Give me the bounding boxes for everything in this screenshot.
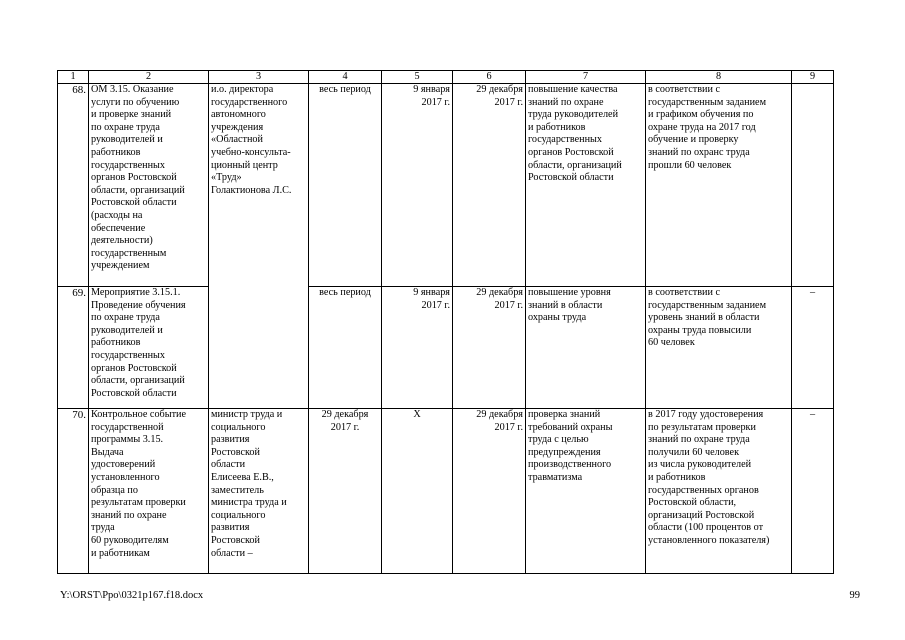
table-row xyxy=(58,287,834,409)
executor: и.о. директора государственного автономного учреждения «Областной учебно-консульта- ционный центр «Труд» Голактионова Л.С. xyxy=(209,84,309,409)
date-from: Х xyxy=(382,409,453,574)
expected-result: проверка знаний требований охраны труда с целью предупреждения производственного травматизма xyxy=(526,409,646,574)
expected-result: повышение качества знаний по охране труда руководителей и работников государственных органов Ростовской области, организаций Ростовской области xyxy=(526,84,646,287)
column-number: 8 xyxy=(646,71,792,84)
expected-result: повышение уровня знаний в области охраны труда xyxy=(526,287,646,409)
table-row xyxy=(58,409,834,574)
note: – xyxy=(792,287,834,409)
date-from: 9 января 2017 г. xyxy=(382,287,453,409)
date-from: 9 января 2017 г. xyxy=(382,84,453,287)
row-number: 68. xyxy=(58,84,89,287)
start-period: весь период xyxy=(309,287,382,409)
note: – xyxy=(792,409,834,574)
event-name: Мероприятие 3.15.1. Проведение обучения по охране труда руководителей и работников государственных органов Ростовской области, организаций Ростовской области xyxy=(89,287,209,409)
actual-result: в соответствии с государственным заданием уровень знаний в области охраны труда повысили 60 человек xyxy=(646,287,792,409)
page-number: 99 xyxy=(849,590,860,601)
date-to: 29 декабря 2017 г. xyxy=(453,409,526,574)
column-number: 2 xyxy=(89,71,209,84)
column-number: 6 xyxy=(453,71,526,84)
date-to: 29 декабря 2017 г. xyxy=(453,287,526,409)
column-number: 1 xyxy=(58,71,89,84)
column-number: 7 xyxy=(526,71,646,84)
column-number: 4 xyxy=(309,71,382,84)
actual-result: в 2017 году удостоверения по результатам проверки знаний по охране труда получили 60 человек из числа руководителей и работников государственных органов Ростовской области, организаций Ростовской области (100 процентов от установленного показателя) xyxy=(646,409,792,574)
note xyxy=(792,84,834,287)
date-to: 29 декабря 2017 г. xyxy=(453,84,526,287)
executor: министр труда и социального развития Ростовской области Елисеева Е.В., заместитель министра труда и социального развития Ростовской области – xyxy=(209,409,309,574)
report-table xyxy=(57,70,834,574)
row-number: 70. xyxy=(58,409,89,574)
event-name: Контрольное событие государственной программы 3.15. Выдача удостоверений установленного образца по результатам проверки знаний по охране труда 60 руководителям и работникам xyxy=(89,409,209,574)
start-period: 29 декабря 2017 г. xyxy=(309,409,382,574)
column-number-row xyxy=(58,71,834,84)
actual-result: в соответствии с государственным заданием и графиком обучения по охране труда на 2017 год обучение и проверку знаний по охранс труда прошли 60 человек xyxy=(646,84,792,287)
start-period: весь период xyxy=(309,84,382,287)
file-path: Y:\ORST\Ppo\0321p167.f18.docx xyxy=(60,590,204,601)
column-number: 9 xyxy=(792,71,834,84)
event-name: ОМ 3.15. Оказание услуги по обучению и проверке знаний по охране труда руководителей и работников государственных органов Ростовской области, организаций Ростовской области (расходы на обеспечение деятельности) государственным учреждением xyxy=(89,84,209,287)
row-number: 69. xyxy=(58,287,89,409)
column-number: 3 xyxy=(209,71,309,84)
table-row xyxy=(58,84,834,287)
column-number: 5 xyxy=(382,71,453,84)
